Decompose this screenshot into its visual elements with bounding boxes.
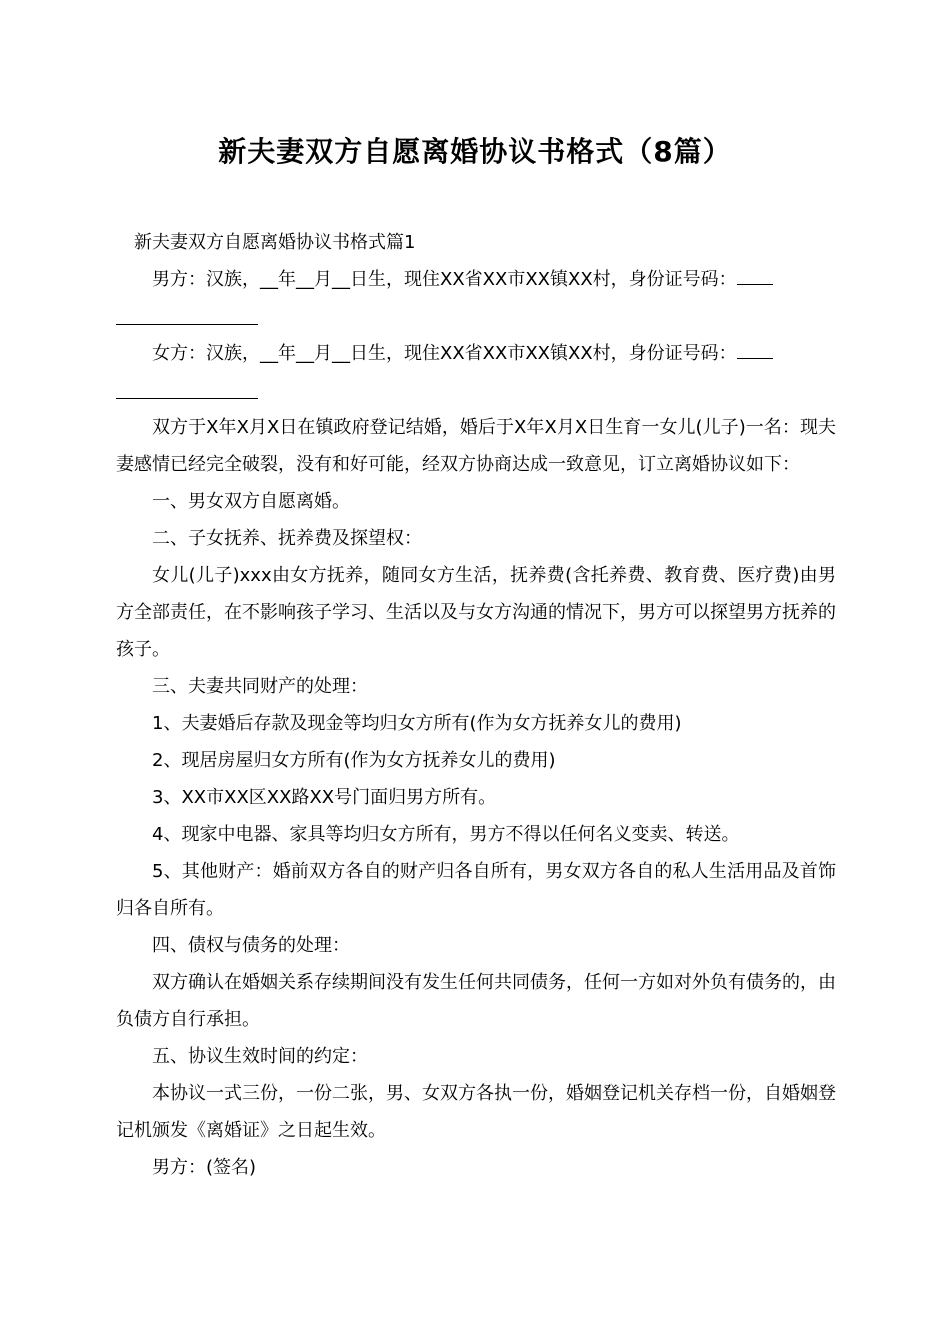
document-title: 新夫妻双方自愿离婚协议书格式（8篇） — [218, 135, 732, 168]
female-info-text: 女方：汉族，__年__月__日生，现住XX省XX市XX镇XX村，身份证号码： — [152, 343, 737, 364]
female-id-blank-line — [116, 372, 836, 409]
clause-2-text: 女儿(儿子)xxx由女方抚养，随同女方生活，抚养费(含托养费、教育费、医疗费)由男方全部责任，在不影响孩子学习、生活以及与女方沟通的情况下，男方可以探望男方抚养的孩子。 — [116, 565, 836, 660]
clause-4-text: 双方确认在婚姻关系存续期间没有发生任何共同债务，任何一方如对外负有债务的，由负债方自行承担。 — [116, 972, 836, 1030]
female-info-line — [116, 335, 836, 372]
property-item-3: 3、XX市XX区XX路XX号门面归男方所有。 — [152, 787, 497, 808]
clause-2-heading: 二、子女抚养、抚养费及探望权： — [152, 528, 422, 549]
document-body — [116, 224, 836, 1186]
clause-3-heading: 三、夫妻共同财产的处理： — [152, 676, 368, 697]
male-info-text: 男方：汉族，__年__月__日生，现住XX省XX市XX镇XX村，身份证号码： — [152, 269, 737, 290]
intro-paragraph: 双方于X年X月X日在镇政府登记结婚，婚后于X年X月X日生育一女儿(儿子)一名：现夫妻感情已经完全破裂，没有和好可能，经双方协商达成一致意见，订立离婚协议如下： — [116, 417, 836, 475]
section-heading: 新夫妻双方自愿离婚协议书格式篇1 — [134, 232, 416, 253]
male-id-blank-line — [116, 298, 836, 335]
clause-5-text: 本协议一式三份，一份二张，男、女双方各执一份，婚姻登记机关存档一份，自婚姻登记机颁发《离婚证》之日起生效。 — [116, 1083, 836, 1141]
clause-4-heading: 四、债权与债务的处理： — [152, 935, 350, 956]
property-item-4: 4、现家中电器、家具等均归女方所有，男方不得以任何名义变卖、转送。 — [152, 824, 740, 845]
male-info-line — [116, 261, 836, 298]
clause-5-heading: 五、协议生效时间的约定： — [152, 1046, 368, 1067]
female-id-underline — [737, 344, 773, 359]
male-signature: 男方：(签名) — [152, 1157, 257, 1178]
property-item-2: 2、现居房屋归女方所有(作为女方抚养女儿的费用) — [152, 750, 556, 771]
property-item-5: 5、其他财产：婚前双方各自的财产归各自所有，男女双方各自的私人生活用品及首饰归各自所有。 — [116, 861, 836, 919]
male-id-underline — [737, 270, 773, 285]
clause-1: 一、男女双方自愿离婚。 — [152, 491, 350, 512]
property-item-1: 1、夫妻婚后存款及现金等均归女方所有(作为女方抚养女儿的费用) — [152, 713, 682, 734]
